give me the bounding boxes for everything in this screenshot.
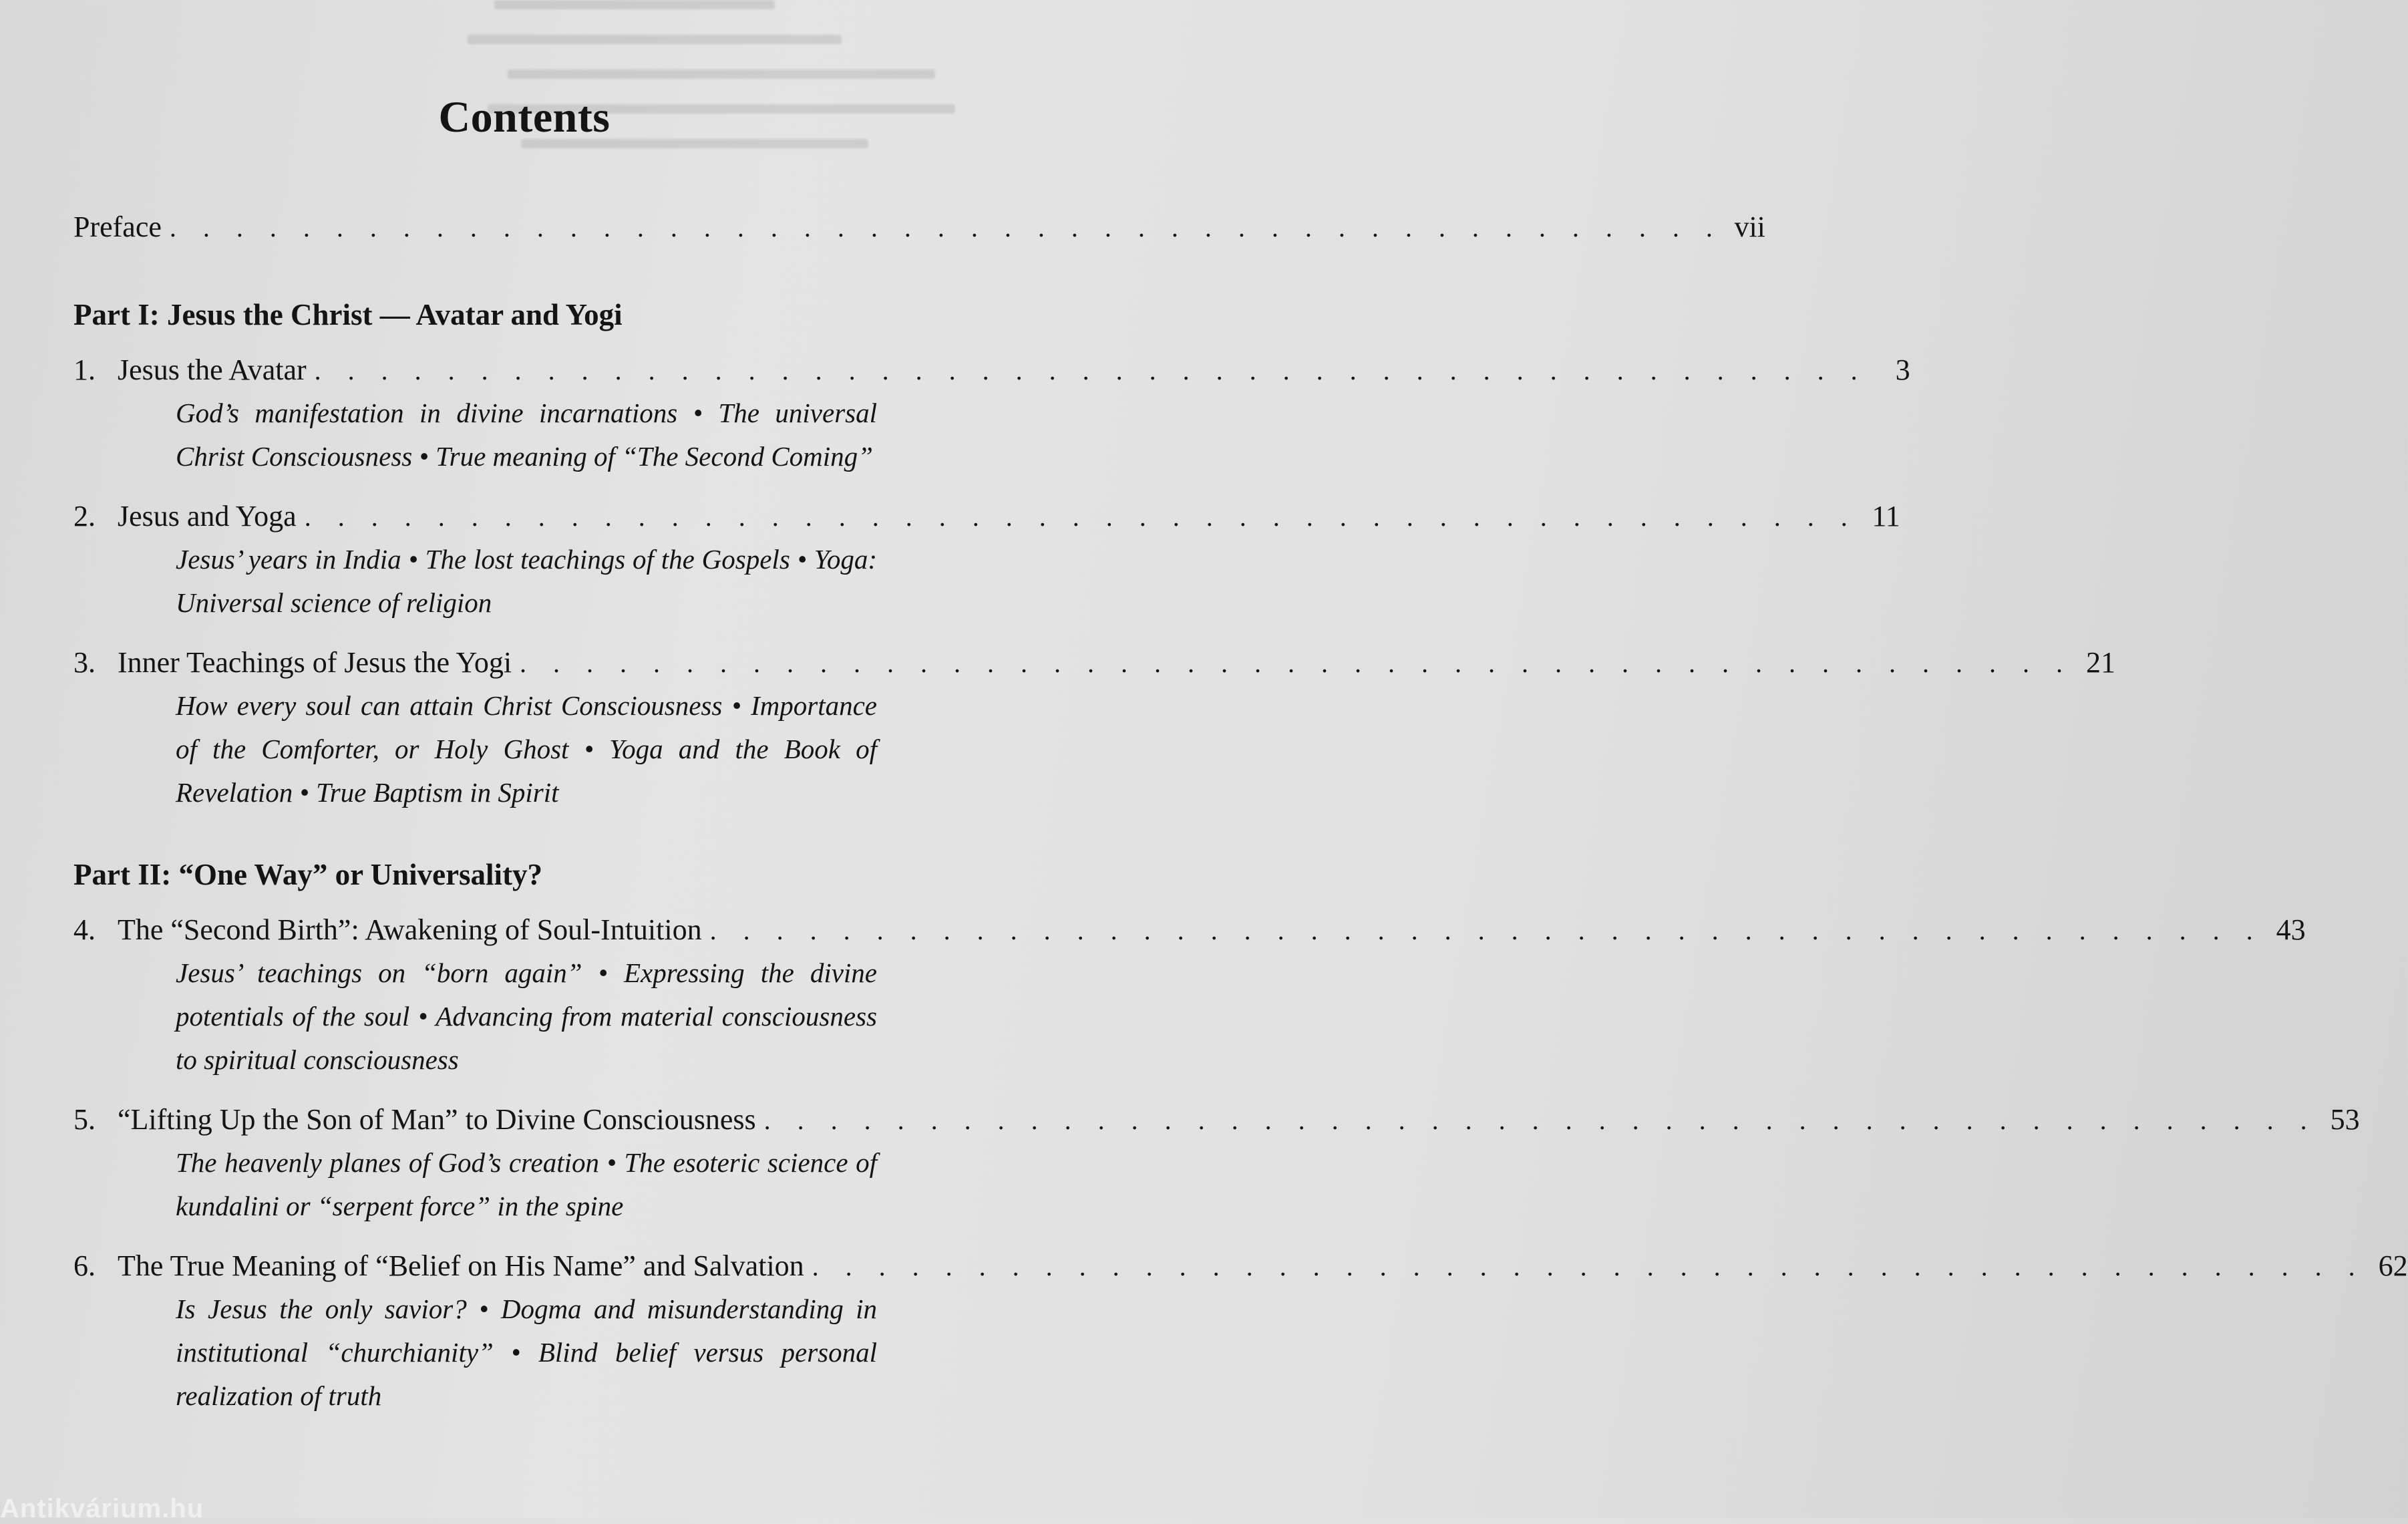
chapter-title: Jesus and Yoga: [118, 500, 297, 532]
toc-entry-chapter-1[interactable]: [73, 349, 1910, 478]
preface-label: Preface: [73, 210, 162, 243]
dot-leader: . . . . . . . . . . . . . . . . . . . . . . . . . . . . . . . . . . . . . . . . . . . . . . .: [812, 1251, 2365, 1281]
chapter-description: Is Jesus the only savior? • Dogma and misunderstanding in institutional “churchianity” • Blind belief versus personal realization of truth: [176, 1293, 877, 1411]
toc-entry-chapter-4[interactable]: [73, 909, 2306, 1082]
toc-entry-preface[interactable]: [73, 207, 1765, 248]
toc-entry-chapter-2[interactable]: [73, 496, 1900, 625]
dot-leader: . . . . . . . . . . . . . . . . . . . . . . . . . . . . . . . . . . . . . . . . . . . . . . .: [314, 355, 1868, 386]
toc-entry-chapter-5[interactable]: [73, 1099, 2360, 1228]
chapter-title: The True Meaning of “Belief on His Name” and Salvation: [118, 1249, 804, 1282]
chapter-title: The “Second Birth”: Awakening of Soul-Intuition: [118, 913, 702, 946]
dot-leader: . . . . . . . . . . . . . . . . . . . . . . . . . . . . . . . . . . . . . . . . . . . . . . .: [169, 212, 1723, 243]
chapter-description: Jesus’ teachings on “born again” • Expressing the divine potentials of the soul • Advancing from material consciousness to spiritual consciousness: [176, 957, 877, 1075]
chapter-page-number: 62: [2378, 1249, 2408, 1282]
preface-page-number: vii: [1734, 210, 1765, 243]
dot-leader: . . . . . . . . . . . . . . . . . . . . . . . . . . . . . . . . . . . . . . . . . . . . . . .: [709, 915, 2263, 945]
chapter-number: 1.: [73, 353, 96, 386]
chapter-title: Jesus the Avatar: [118, 353, 307, 386]
chapter-number: 6.: [73, 1249, 96, 1282]
page-title: Contents: [438, 93, 611, 142]
watermark: Antikvárium.hu: [0, 1494, 204, 1523]
chapter-page-number: 53: [2330, 1103, 2360, 1136]
chapter-title: Inner Teachings of Jesus the Yogi: [118, 646, 512, 679]
chapter-description: Jesus’ years in India • The lost teachings of the Gospels • Yoga: Universal science of religion: [176, 544, 877, 618]
toc-entry-chapter-6[interactable]: [73, 1245, 2408, 1418]
chapter-description: God’s manifestation in divine incarnations • The universal Christ Consciousness • True meaning of “The Second Coming”: [176, 398, 877, 472]
chapter-number: 3.: [73, 646, 96, 679]
chapter-page-number: 3: [1895, 353, 1910, 386]
chapter-page-number: 43: [2276, 913, 2306, 946]
dot-leader: . . . . . . . . . . . . . . . . . . . . . . . . . . . . . . . . . . . . . . . . . . . . . . .: [763, 1105, 2317, 1135]
dot-leader: . . . . . . . . . . . . . . . . . . . . . . . . . . . . . . . . . . . . . . . . . . . . . . .: [304, 502, 1858, 532]
toc-entry-chapter-3[interactable]: [73, 642, 2116, 814]
chapter-description: The heavenly planes of God’s creation • The esoteric science of kundalini or “serpent force” in the spine: [176, 1147, 877, 1221]
chapter-number: 2.: [73, 500, 96, 532]
part-heading: Part II: “One Way” or Universality?: [73, 858, 543, 891]
chapter-title: “Lifting Up the Son of Man” to Divine Consciousness: [118, 1103, 756, 1136]
chapter-page-number: 11: [1872, 500, 1900, 532]
dot-leader: . . . . . . . . . . . . . . . . . . . . . . . . . . . . . . . . . . . . . . . . . . . . . . .: [520, 648, 2073, 678]
table-of-contents: [73, 207, 2408, 1435]
chapter-page-number: 21: [2086, 646, 2116, 679]
part-heading: Part I: Jesus the Christ — Avatar and Yogi: [73, 298, 623, 331]
chapter-number: 4.: [73, 913, 96, 946]
chapter-description: How every soul can attain Christ Consciousness • Importance of the Comforter, or Holy Ghost • Yoga and the Book of Revelation • True Baptism in Spirit: [176, 690, 877, 808]
chapter-number: 5.: [73, 1103, 96, 1136]
